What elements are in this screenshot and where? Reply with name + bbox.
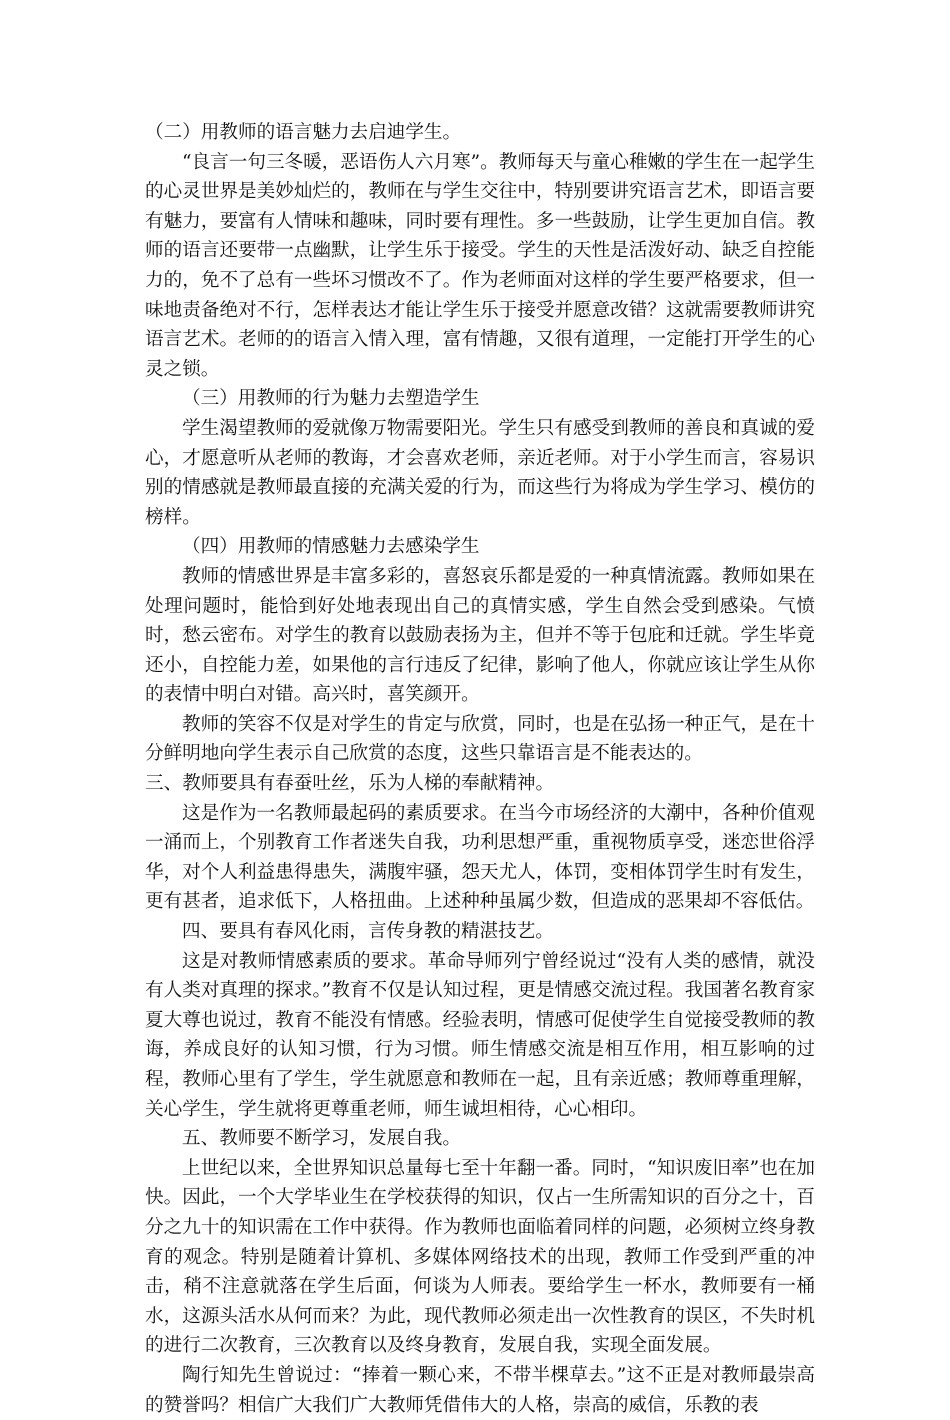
document-page bbox=[145, 118, 815, 1420]
section-heading-five: 五、教师要不断学习，发展自我。 bbox=[182, 1128, 461, 1150]
section-heading-4: （四）用教师的情感魅力去感染学生 bbox=[182, 536, 480, 558]
section-heading-three: 三、教师要具有春蚕吐丝，乐为人梯的奉献精神。 bbox=[145, 773, 555, 795]
paragraph-emotion-charm: 教师的情感世界是丰富多彩的，喜怒哀乐都是爱的一种真情流露。教师如果在处理问题时，能恰到好处地表现出自己的真情实感，学生自然会受到感染。气愤时，愁云密布。对学生的教育以鼓励表扬为主，但并不等于包庇和迁就。学生毕竟还小，自控能力差，如果他的言行违反了纪律，影响了他人，你就应该让学生从你的表情中明白对错。高兴时，喜笑颜开。 bbox=[145, 565, 815, 706]
paragraph-behavior-charm: 学生渴望教师的爱就像万物需要阳光。学生只有感受到教师的善良和真诚的爱心，才愿意听从老师的教诲，才会喜欢老师，亲近老师。对于小学生而言，容易识别的情感就是教师最直接的充满关爱的行为，而这些行为将成为学生学习、模仿的榜样。 bbox=[145, 417, 815, 528]
section-heading-3: （三）用教师的行为魅力去塑造学生 bbox=[182, 388, 480, 410]
section-heading-2: （二）用教师的语言魅力去启迪学生。 bbox=[145, 122, 462, 143]
paragraph-lifelong-learning: 上世纪以来，全世界知识总量每七至十年翻一番。同时，“知识废旧率”也在加快。因此，一个大学毕业生在学校获得的知识，仅占一生所需知识的百分之十，百分之九十的知识需在工作中获得。作为教师也面临着同样的问题，必须树立终身教育的观念。特别是随着计算机、多媒体网络技术的出现，教师工作受到严重的冲击，稍不注意就落在学生后面，何谈为人师表。要给学生一杯水，教师要有一桶水，这源头活水从何而来？为此，现代教师必须走出一次性教育的误区，不失时机的进行二次教育，三次教育以及终身教育，发展自我，实现全面发展。 bbox=[145, 1157, 815, 1357]
paragraph-emotional-quality: 这是对教师情感素质的要求。革命导师列宁曾经说过“没有人类的感情，就没有人类对真理的探求。”教育不仅是认知过程，更是情感交流过程。我国著名教育家夏大尊也说过，教育不能没有情感。经验表明，情感可促使学生自觉接受教师的教诲，养成良好的认知习惯，行为习惯。师生情感交流是相互作用，相互影响的过程，教师心里有了学生，学生就愿意和教师在一起，且有亲近感；教师尊重理解，关心学生，学生就将更尊重老师，师生诚坦相待，心心相印。 bbox=[145, 950, 815, 1120]
section-heading-four: 四、要具有春风化雨，言传身教的精湛技艺。 bbox=[182, 921, 554, 943]
paragraph-language-charm: “良言一句三冬暖，恶语伤人六月寒”。教师每天与童心稚嫩的学生在一起学生的心灵世界是美妙灿烂的，教师在与学生交往中，特别要讲究语言艺术，即语言要有魅力，要富有人情味和趣味，同时要有理性。多一些鼓励，让学生更加自信。教师的语言还要带一点幽默，让学生乐于接受。学生的天性是活泼好动、缺乏自控能力的，免不了总有一些坏习惯改不了。作为老师面对这样的学生要严格要求，但一味地责备绝对不行，怎样表达才能让学生乐于接受并愿意改错？这就需要教师讲究语言艺术。老师的的语言入情入理，富有情趣，又很有道理，一定能打开学生的心灵之锁。 bbox=[145, 151, 815, 380]
paragraph-tao-xingzhi: 陶行知先生曾说过：“捧着一颗心来，不带半棵草去。”这不正是对教师最崇高的赞誉吗？相信广大我们广大教师凭借伟大的人格，崇高的威信，乐教的表 bbox=[145, 1364, 815, 1416]
paragraph-smile: 教师的笑容不仅是对学生的肯定与欣赏，同时，也是在弘扬一种正气，是在十分鲜明地向学生表示自己欣赏的态度，这些只靠语言是不能表达的。 bbox=[145, 713, 815, 765]
paragraph-dedication: 这是作为一名教师最起码的素质要求。在当今市场经济的大潮中，各种价值观一涌而上，个别教育工作者迷失自我，功利思想严重，重视物质享受，迷恋世俗浮华，对个人利益患得患失，满腹牢骚，怨天尤人，体罚，变相体罚学生时有发生，更有甚者，追求低下，人格扭曲。上述种种虽属少数，但造成的恶果却不容低估。 bbox=[145, 802, 815, 913]
